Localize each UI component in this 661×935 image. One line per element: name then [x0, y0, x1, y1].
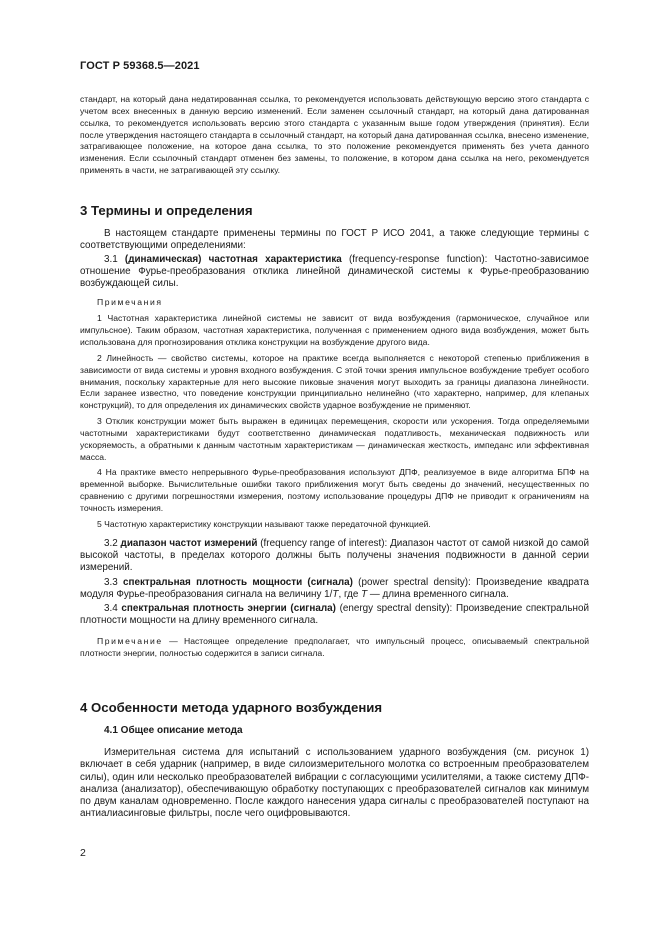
- term-3-3-var-t2: T: [361, 588, 368, 600]
- section-4-1-text: Измерительная система для испытаний с использованием ударного возбуждения (см. рисунок 1) включает в себя ударник (например, в виде силоизмерительного молотка со встроенным преобразователем силы), один или несколько преобразователей вибрации с согласующими усилителями, а также систему ДПФ-анализа (анализатор), обеспечивающую обработку поступающих с преобразователей сигналов как минимум по двум каналам одновременно. После каждого нанесения удара сигналы с преобразователей поступают на антиалиасинговые фильтры, после чего оцифровываются.: [80, 747, 589, 820]
- term-3-3-definition-a: (power spectral density): Произведение квадрата модуля Фурье-преобразования сигнала на величину 1/: [80, 576, 589, 600]
- note-single-text: — Настоящее определение предполагает, что импульсный процесс, описываемый спектральной плотности энергии, полностью содержится в записи сигнала.: [80, 635, 589, 658]
- subsection-4-1-title: 4.1 Общее описание метода: [104, 725, 243, 736]
- notes-label: Примечания: [97, 297, 163, 308]
- note-single: [80, 636, 589, 660]
- section-3-title: 3 Термины и определения: [80, 203, 253, 218]
- term-3-2-name: диапазон частот измерений: [120, 537, 258, 549]
- term-3-1-name: (динамическая) частотная характеристика: [124, 253, 342, 265]
- term-3-3: [80, 577, 589, 602]
- document-header: ГОСТ Р 59368.5—2021: [80, 60, 200, 72]
- note-3: 3 Отклик конструкции может быть выражен в единицах перемещения, скорости или ускорения. Тогда определяемыми частотными характеристиками будут соответственно динамическая податливость, механическая подвижность или ускоряемость, а обратными к данным частотным характеристикам — динамическая жесткость, импеданс или эффективная масса.: [80, 416, 589, 462]
- section-4-title: 4 Особенности метода ударного возбуждения: [80, 700, 383, 715]
- term-3-3-number: 3.3: [104, 576, 123, 588]
- term-3-4: [80, 603, 589, 628]
- term-3-4-definition: (energy spectral density): Произведение спектральной плотности мощности на длину временного сигнала.: [80, 603, 589, 627]
- note-4: 4 На практике вместо непрерывного Фурье-преобразования используют ДПФ, реализуемое в виде алгоритма БПФ на временной выборке. Вычислительные ошибки такого приближения могут быть сведены до значений, несущественных по сравнению с другими погрешностями измерения, поэтому использование процедуры ДПФ не приводит к ограничениям на точность измерения.: [80, 467, 589, 513]
- note-5: 5 Частотную характеристику конструкции называют также передаточной функцией.: [97, 518, 431, 529]
- term-3-2-definition: (frequency range of interest): Диапазон частот от самой низкой до самой высокой частоты, в пределах которого должны быть получены значения подвижности в данной серии измерений.: [80, 537, 589, 574]
- term-3-3-name: спектральная плотность мощности (сигнала): [123, 576, 353, 588]
- page-number: 2: [80, 847, 86, 859]
- term-3-3-definition-b: , где: [338, 588, 362, 600]
- term-3-1-definition: (frequency-response function): Частотно-зависимое отношение Фурье-преобразования отклика линейной динамической системы к Фурье-преобразованию возбуждающей силы.: [80, 253, 589, 290]
- term-3-4-name: спектральная плотность энергии (сигнала): [121, 603, 336, 615]
- term-3-1-number: 3.1: [104, 253, 125, 265]
- term-3-3-definition-c: — длина временного сигнала.: [367, 588, 509, 600]
- note-2: 2 Линейность — свойство системы, которое на практике всегда выполняется с некоторой степенью приближения в зависимости от вида системы и уровня входного возбуждения. С этой точки зрения импульсное возбуждение требует особого внимания, поскольку характерные для него высокие пиковые значения могут выходить за границы диапазона линейности. Если заранее известно, что поведение конструкции принципиально нелинейно (что характерно, например, для клепаных конструкций), то для определения их динамических свойств ударное возбуждение не применяют.: [80, 352, 589, 411]
- section-3-body: [80, 228, 589, 659]
- term-3-2-number: 3.2: [104, 537, 121, 549]
- term-3-2: [80, 538, 589, 575]
- section-3-lead: В настоящем стандарте применены термины по ГОСТ Р ИСО 2041, а также следующие термины с соответствующими определениями:: [80, 228, 589, 252]
- note-1: 1 Частотная характеристика линейной системы не зависит от вида возбуждения (гармоническое, случайное или импульсное). Таким образом, частотная характеристика, полученная с применением одного вида возбуждения, может быть использована для прогнозирования отклика конструкции на возбуждение другого вида.: [80, 313, 589, 348]
- note-single-label: Примечание: [97, 635, 163, 646]
- term-3-1: [80, 254, 589, 291]
- term-3-4-number: 3.4: [104, 603, 122, 615]
- intro-text: стандарт, на который дана недатированная ссылка, то рекомендуется использовать действующую версию этого стандарта с учетом всех внесенных в данную версию изменений. Если заменен ссылочный стандарт, на который дана датированная ссылка, то рекомендуется использовать версию этого стандарта с указанным выше годом утверждения (принятия). Если после утверждения настоящего стандарта в ссылочный стандарт, на который дана датированная ссылка, внесено изменение, затрагивающее положение, на которое дана ссылка, то это положение рекомендуется применять без учета данного изменения. Если ссылочный стандарт отменен без замены, то положение, в котором дана ссылка на него, рекомендуется применять в части, не затрагивающей эту ссылку.: [80, 94, 589, 176]
- intro-paragraph: [80, 94, 589, 177]
- term-3-3-var-t: T: [332, 588, 339, 600]
- section-4-body: [80, 747, 589, 821]
